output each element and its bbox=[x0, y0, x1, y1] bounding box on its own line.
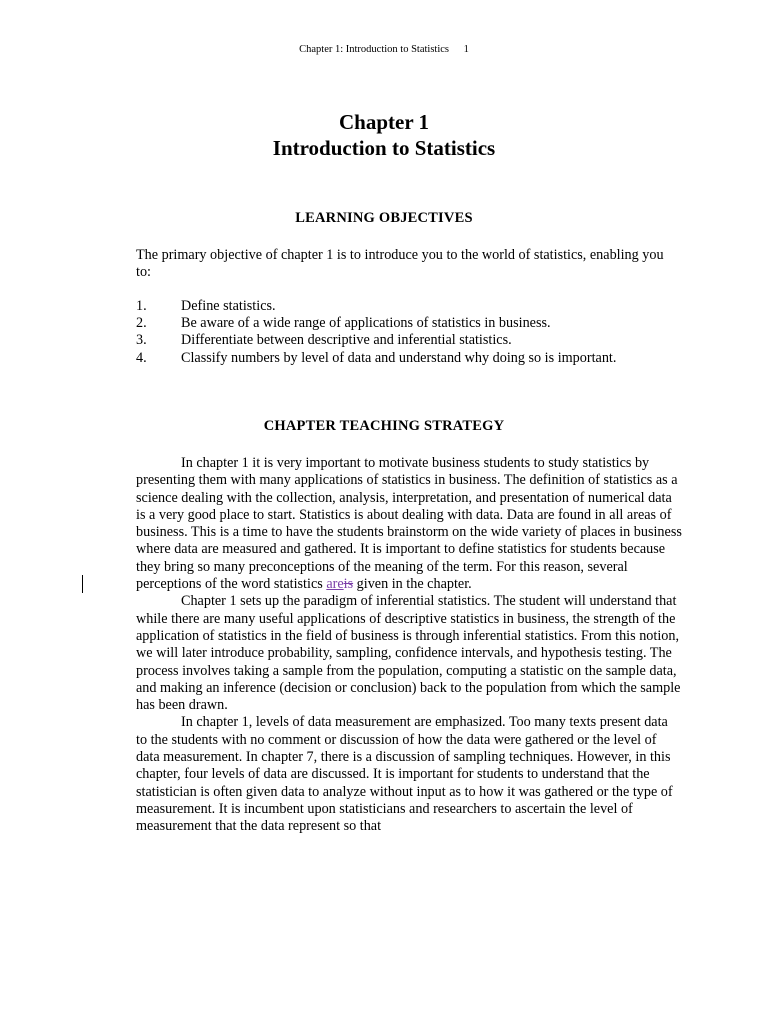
page-number: 1 bbox=[463, 44, 469, 55]
inserted-revision[interactable]: are bbox=[326, 576, 344, 593]
paragraph bbox=[136, 714, 682, 835]
paragraph bbox=[136, 593, 682, 714]
paragraph-text: Chapter 1 sets up the paradigm of inferential statistics. The student will understand that while there are many useful applications of descriptive statistics in business, the strength of the application of statistics in the field of business is through inferential statistics. From this notion, we will later introduce probability, sampling, confidence intervals, and hypothesis testing. The process involves taking a sample from the population, computing a statistic on the sample data, and making an inference (decision or conclusion) back to the population from which the sample has been drawn. bbox=[136, 593, 681, 714]
objectives-intro: The primary objective of chapter 1 is to introduce you to the world of statistics, enabling you to: bbox=[136, 247, 664, 281]
paragraph-text: given in the chapter. bbox=[353, 576, 472, 593]
list-item bbox=[136, 350, 696, 367]
list-item-number: 2. bbox=[136, 315, 147, 332]
change-bar bbox=[82, 575, 83, 593]
paragraph bbox=[136, 455, 682, 593]
list-item-number: 1. bbox=[136, 298, 147, 314]
paragraph-text: In chapter 1, levels of data measurement are emphasized. Too many texts present data to the students with no comment or discussion of how the data were gathered or the level of data measurement. In chapter 7, there is a discussion of sampling techniques. However, in this chapter, four levels of data are discussed. It is important for students to understand that the statistician is often given data to analyze without input as to how it was gathered or the type of measurement. It is incumbent upon statisticians and researchers to ascertain the level of measurement that the data represent so that bbox=[136, 714, 673, 835]
deleted-revision[interactable]: is bbox=[343, 576, 354, 593]
list-item bbox=[136, 298, 696, 315]
teaching-strategy-heading: CHAPTER TEACHING STRATEGY bbox=[263, 418, 505, 434]
paragraph-text: In chapter 1 it is very important to motivate business students to study statistics by presenting them with many applications of statistics in business. The definition of statistics as a science dealing with the collection, analysis, interpretation, and presentation of numerical data is a very good place to start. Statistics is about dealing with data. Data are found in all areas of business. This is a time to have the students brainstorm on the wide variety of places in business where data are measured and gathered. It is important to define statistics for students because they bring so many preconceptions of the meaning of the term. For this reason, several perceptions of the word statistics bbox=[136, 455, 682, 593]
learning-objectives-heading: LEARNING OBJECTIVES bbox=[295, 210, 473, 226]
list-item-number: 4. bbox=[136, 349, 147, 366]
list-item-text: Differentiate between descriptive and inferential statistics. bbox=[181, 332, 512, 349]
list-item-text: Classify numbers by level of data and understand why doing so is important. bbox=[181, 349, 617, 366]
chapter-title bbox=[0, 109, 768, 161]
list-item-text: Be aware of a wide range of applications of statistics in business. bbox=[181, 315, 551, 332]
chapter-number: Chapter 1 bbox=[338, 110, 430, 134]
list-item bbox=[136, 332, 696, 349]
objectives-list bbox=[136, 298, 696, 367]
list-item-text: Define statistics. bbox=[181, 298, 276, 314]
list-item-number: 3. bbox=[136, 332, 147, 349]
running-header bbox=[0, 44, 768, 55]
teaching-strategy-body bbox=[136, 455, 682, 836]
chapter-name: Introduction to Statistics bbox=[272, 136, 496, 160]
running-title: Chapter 1: Introduction to Statistics bbox=[299, 44, 450, 55]
list-item bbox=[136, 315, 696, 332]
